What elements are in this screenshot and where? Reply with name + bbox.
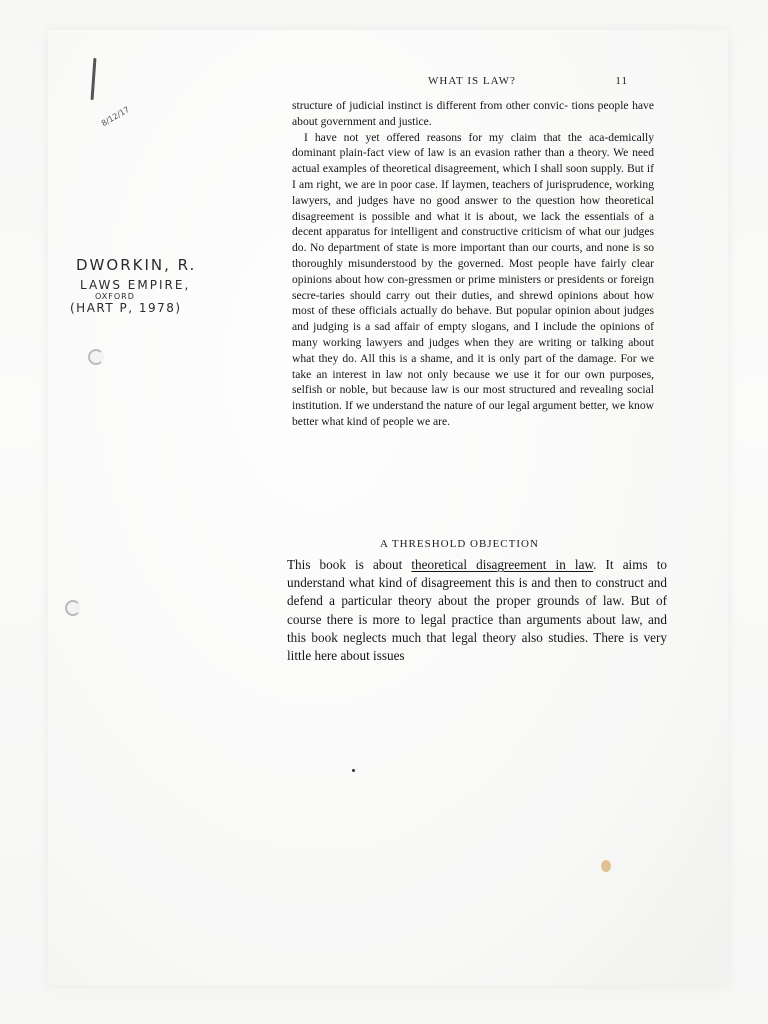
margin-note-publisher: (HART P, 1978) [70, 301, 182, 315]
underlined-phrase: theoretical disagreement in law [411, 557, 594, 572]
highlighted-clause: law is our most structured and revealing social institution. [292, 383, 654, 413]
paragraph-main: I have not yet offered reasons for my claim that the aca-demically dominant plain-fact view of law is an evasion rather than a theory. We need actual examples of theoretical disagreement, which I shall soon supply. But if I am right, we are in poor case. If laymen, teachers of jurisprudence, working lawyers, and judges have no good answer to the question how theoretical disagreement is possible and what it is about, we lack the essentials of a decent apparatus for intelligent and constructive criticism of what our judges do. No department of state is more important than our courts, and none is so thoroughly misunderstood by the governed. Most people have fairly clear opinions about how con-gressmen or prime ministers or presidents or foreign secre-taries should carry out their duties, and shrewd opinions about how most of these officials actually do behave. But popular opinion about judges and judging is a sad affair of empty slogans, and I include the opinions of many working lawyers and judges when they are writing or talking about what they do. All this is a shame, and it is only part of the damage. For we take an interest in law not only because we use it for our own purposes, selfish or noble, but because law is our most structured and revealing social institution. If we understand the nature of our legal argument better, we know better what kind of people we are. [292, 130, 654, 428]
section-paragraph: This book is about theoretical disagreement in law. It aims to understand what kind of disagreement this is and then to construct and defend a particular theory about the proper grounds of law. But of course there is more to legal practice than arguments about law, and this book neglects much that legal theory also studies. There is very little here about issues [287, 557, 667, 664]
ink-dot [352, 769, 355, 772]
stain-spot [601, 860, 611, 872]
margin-note-author: DWORKIN, R. [76, 256, 197, 274]
main-body-text [292, 98, 654, 430]
section-heading: A THRESHOLD OBJECTION [380, 538, 539, 550]
page-number: 11 [615, 75, 628, 87]
chapter-title: WHAT IS LAW? [428, 75, 516, 87]
paragraph-continued: structure of judicial instinct is different from other convic- tions people have about government and justice. [292, 99, 654, 128]
margin-note-place: OXFORD [95, 292, 135, 301]
handwritten-date: 8/12/17 [99, 104, 132, 129]
section-body-text [287, 556, 667, 665]
punch-hole-top [88, 349, 104, 365]
margin-note-title: LAWS EMPIRE, [80, 278, 191, 292]
punch-hole-bottom [65, 600, 81, 616]
